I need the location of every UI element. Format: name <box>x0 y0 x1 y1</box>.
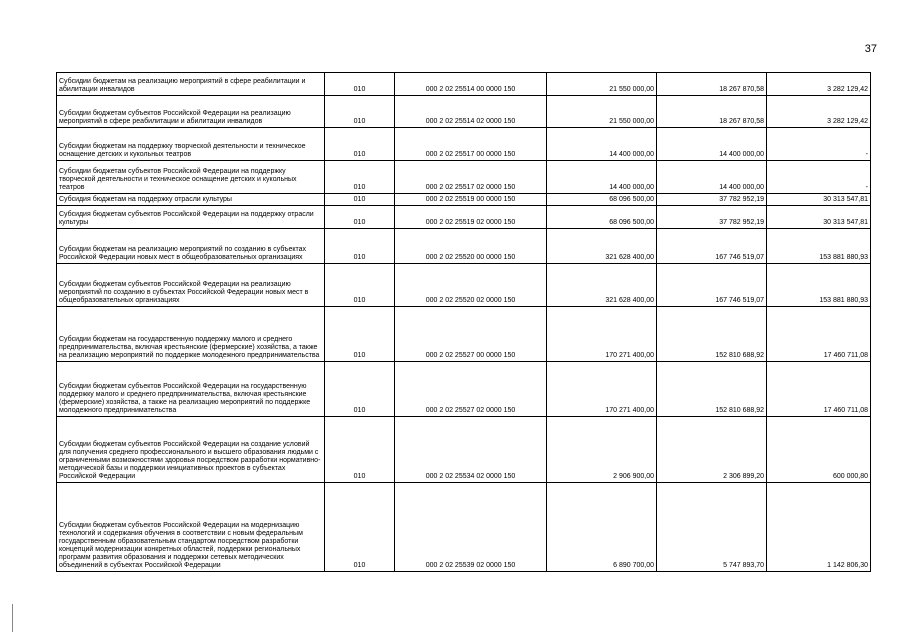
table-row <box>57 307 871 362</box>
row-exec: 18 267 870,58 <box>657 96 767 128</box>
row-kbk: 000 2 02 25527 02 0000 150 <box>395 362 547 417</box>
row-name: Субсидии бюджетам субъектов Российской Федерации на реализацию мероприятий по созданию в субъектах Российской Федерации новых мест в общеобразовательных организациях <box>57 264 325 307</box>
row-rest: 17 460 711,08 <box>767 307 871 362</box>
row-code: 010 <box>325 362 395 417</box>
row-code: 010 <box>325 307 395 362</box>
row-plan: 68 096 500,00 <box>547 194 657 206</box>
row-plan: 321 628 400,00 <box>547 229 657 264</box>
row-rest: 1 142 806,30 <box>767 483 871 572</box>
row-plan: 68 096 500,00 <box>547 206 657 229</box>
row-kbk: 000 2 02 25539 02 0000 150 <box>395 483 547 572</box>
row-code: 010 <box>325 73 395 96</box>
row-exec: 18 267 870,58 <box>657 73 767 96</box>
row-name: Субсидии бюджетам субъектов Российской Федерации на государственную поддержку малого и среднего предпринимательства, включая крестьянские (фермерские) хозяйства, а также на реализацию мероприятий по поддержке молодежного предпринимательства <box>57 362 325 417</box>
page-number: 37 <box>864 43 877 55</box>
row-plan: 14 400 000,00 <box>547 161 657 194</box>
row-exec: 14 400 000,00 <box>657 161 767 194</box>
row-code: 010 <box>325 194 395 206</box>
row-code: 010 <box>325 229 395 264</box>
row-code: 010 <box>325 483 395 572</box>
row-rest: 600 000,80 <box>767 417 871 483</box>
row-exec: 167 746 519,07 <box>657 264 767 307</box>
row-rest: 17 460 711,08 <box>767 362 871 417</box>
table-row <box>57 264 871 307</box>
row-plan: 170 271 400,00 <box>547 362 657 417</box>
row-kbk: 000 2 02 25527 00 0000 150 <box>395 307 547 362</box>
row-exec: 5 747 893,70 <box>657 483 767 572</box>
table-row <box>57 417 871 483</box>
row-kbk: 000 2 02 25520 02 0000 150 <box>395 264 547 307</box>
table-row <box>57 161 871 194</box>
row-code: 010 <box>325 417 395 483</box>
row-rest: - <box>767 128 871 161</box>
budget-table <box>56 72 871 572</box>
row-name: Субсидия бюджетам на поддержку отрасли культуры <box>57 194 325 206</box>
row-kbk: 000 2 02 25519 02 0000 150 <box>395 206 547 229</box>
table-row <box>57 96 871 128</box>
row-name: Субсидии бюджетам на реализацию мероприятий в сфере реабилитации и абилитации инвалидов <box>57 73 325 96</box>
table-row <box>57 229 871 264</box>
row-name: Субсидия бюджетам субъектов Российской Федерации на поддержку отрасли культуры <box>57 206 325 229</box>
table-row <box>57 128 871 161</box>
table-row <box>57 483 871 572</box>
table-row <box>57 206 871 229</box>
row-name: Субсидии бюджетам субъектов Российской Федерации на модернизацию технологий и содержания обучения в соответствии с новым федеральным государственным образовательным стандартом посредством разработки концепций модернизации конкретных областей, поддержки региональных программ развития образования и поддержки сетевых методических объединений в субъектах Российской Федерации <box>57 483 325 572</box>
row-exec: 152 810 688,92 <box>657 362 767 417</box>
row-plan: 21 550 000,00 <box>547 73 657 96</box>
row-code: 010 <box>325 206 395 229</box>
row-kbk: 000 2 02 25514 00 0000 150 <box>395 73 547 96</box>
row-exec: 2 306 899,20 <box>657 417 767 483</box>
table-row <box>57 73 871 96</box>
row-exec: 167 746 519,07 <box>657 229 767 264</box>
row-rest: 3 282 129,42 <box>767 73 871 96</box>
row-name: Субсидии бюджетам субъектов Российской Федерации на реализацию мероприятий в сфере реабилитации и абилитации инвалидов <box>57 96 325 128</box>
row-plan: 2 906 900,00 <box>547 417 657 483</box>
row-code: 010 <box>325 96 395 128</box>
row-kbk: 000 2 02 25534 02 0000 150 <box>395 417 547 483</box>
row-rest: 30 313 547,81 <box>767 194 871 206</box>
row-exec: 37 782 952,19 <box>657 206 767 229</box>
row-name: Субсидии бюджетам субъектов Российской Федерации на поддержку творческой деятельности и техническое оснащение детских и кукольных театров <box>57 161 325 194</box>
row-name: Субсидии бюджетам субъектов Российской Федерации на создание условий для получения среднего профессионального и высшего образования людьми с ограниченными возможностями здоровья посредством разработки нормативно-методической базы и поддержки инициативных проектов в субъектах Российской Федерации <box>57 417 325 483</box>
row-name: Субсидии бюджетам на реализацию мероприятий по созданию в субъектах Российской Федерации новых мест в общеобразовательных организациях <box>57 229 325 264</box>
row-exec: 152 810 688,92 <box>657 307 767 362</box>
row-rest: - <box>767 161 871 194</box>
row-code: 010 <box>325 161 395 194</box>
row-rest: 153 881 880,93 <box>767 264 871 307</box>
row-kbk: 000 2 02 25517 02 0000 150 <box>395 161 547 194</box>
row-kbk: 000 2 02 25519 00 0000 150 <box>395 194 547 206</box>
row-rest: 3 282 129,42 <box>767 96 871 128</box>
row-exec: 14 400 000,00 <box>657 128 767 161</box>
row-name: Субсидии бюджетам на поддержку творческой деятельности и техническое оснащение детских и кукольных театров <box>57 128 325 161</box>
row-kbk: 000 2 02 25520 00 0000 150 <box>395 229 547 264</box>
row-code: 010 <box>325 264 395 307</box>
row-kbk: 000 2 02 25517 00 0000 150 <box>395 128 547 161</box>
row-name: Субсидии бюджетам на государственную поддержку малого и среднего предпринимательства, включая крестьянские (фермерские) хозяйства, а также на реализацию мероприятий по поддержке молодежного предпринимательства <box>57 307 325 362</box>
row-rest: 153 881 880,93 <box>767 229 871 264</box>
row-plan: 21 550 000,00 <box>547 96 657 128</box>
row-kbk: 000 2 02 25514 02 0000 150 <box>395 96 547 128</box>
scan-margin-mark <box>12 604 13 632</box>
row-plan: 170 271 400,00 <box>547 307 657 362</box>
row-plan: 6 890 700,00 <box>547 483 657 572</box>
row-code: 010 <box>325 128 395 161</box>
table-row <box>57 362 871 417</box>
row-plan: 321 628 400,00 <box>547 264 657 307</box>
table-row <box>57 194 871 206</box>
row-plan: 14 400 000,00 <box>547 128 657 161</box>
row-exec: 37 782 952,19 <box>657 194 767 206</box>
row-rest: 30 313 547,81 <box>767 206 871 229</box>
